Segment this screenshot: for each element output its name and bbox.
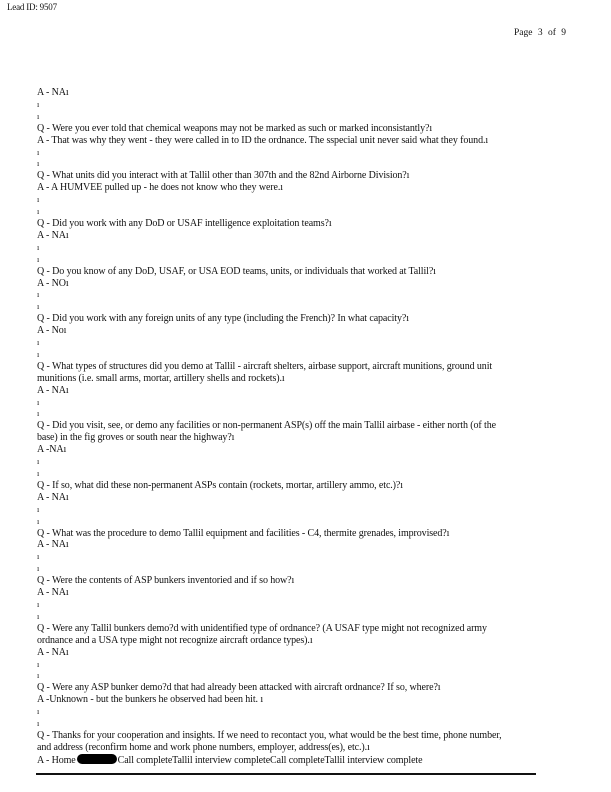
continuation-line: base) in the fig groves or south near the highway?ı — [37, 432, 235, 444]
paragraph-mark: ı — [37, 707, 40, 717]
bottom-rule — [36, 773, 536, 775]
question-line: Q - Were the contents of ASP bunkers inventoried and if so how?ı — [37, 575, 295, 587]
final-answer — [37, 754, 557, 767]
answer-line: A - NAı — [37, 587, 69, 599]
paragraph-mark: ı — [37, 338, 40, 348]
paragraph-mark: ı — [37, 195, 40, 205]
question-line: Q - Were you ever told that chemical weapons may not be marked as such or marked inconsistantly?ı — [37, 122, 433, 134]
paragraph-mark: ı — [37, 290, 40, 300]
lead-id: Lead ID: 9507 — [7, 2, 57, 12]
final-answer-suffix: Call completeTallil interview completeCall completeTallil interview complete — [117, 754, 423, 766]
question-line: Q - Were any ASP bunker demo?d that had already been attacked with aircraft ordnance? If so, where?ı — [37, 682, 441, 694]
paragraph-mark: ı — [37, 159, 40, 169]
paragraph-mark: ı — [37, 349, 40, 359]
paragraph-mark: ı — [37, 611, 40, 621]
continuation-line: ordnance and a USA type might not recognize aircraft ordance types).ı — [37, 634, 313, 646]
question-line: Q - Thanks for your cooperation and insights. If we need to recontact you, what would be the best time, phone number, — [37, 729, 502, 741]
answer-line: A - That was why they went - they were called in to ID the ordnance. The sspecial unit never said what they found.ı — [37, 134, 489, 146]
paragraph-mark: ı — [37, 719, 40, 729]
continuation-line: munitions (i.e. small arms, mortar, artillery shells and rockets).ı — [37, 372, 285, 384]
paragraph-mark: ı — [37, 504, 40, 514]
paragraph-mark: ı — [37, 659, 40, 669]
answer-line: A - NOı — [37, 277, 69, 289]
paragraph-mark: ı — [37, 242, 40, 252]
answer-line: A - NAı — [37, 384, 69, 396]
paragraph-mark: ı — [37, 516, 40, 526]
answer-line: A - NAı — [37, 229, 69, 241]
paragraph-mark: ı — [37, 147, 40, 157]
paragraph-mark: ı — [37, 457, 40, 467]
paragraph-mark: ı — [37, 564, 40, 574]
page-number: Page 3 of 9 — [514, 28, 567, 38]
paragraph-mark: ı — [37, 552, 40, 562]
question-line: Q - Did you work with any DoD or USAF intelligence exploitation teams?ı — [37, 217, 332, 229]
question-line: Q - Did you visit, see, or demo any facilities or non-permanent ASP(s) off the main Tallil airbase - either north (of the — [37, 420, 496, 432]
answer-line: A - NAı — [37, 87, 69, 98]
answer-line: A -Unknown - but the bunkers he observed had been hit. ı — [37, 694, 264, 706]
question-line: Q - What units did you interact with at Tallil other than 307th and the 82nd Airborne Division?ı — [37, 170, 410, 182]
question-line: Q - Did you work with any foreign units of any type (including the French)? In what capacity?ı — [37, 313, 409, 325]
answer-line: A - NAı — [37, 491, 69, 503]
paragraph-mark: ı — [37, 409, 40, 419]
interview-transcript — [37, 87, 557, 767]
question-line: Q - If so, what did these non-permanent ASPs contain (rockets, mortar, artillery ammo, etc.)?ı — [37, 479, 403, 491]
final-answer-prefix: A - Home — [37, 754, 76, 766]
question-line: Q - Were any Tallil bunkers demo?d with unidentified type of ordnance? (A USAF type might not recognized army — [37, 622, 487, 634]
question-line: Q - What was the procedure to demo Tallil equipment and facilities - C4, thermite grenades, improvised?ı — [37, 527, 450, 539]
transcript-lines — [37, 87, 557, 754]
answer-line: A - NAı — [37, 539, 69, 551]
paragraph-mark: ı — [37, 469, 40, 478]
paragraph-mark: ı — [37, 397, 40, 407]
answer-line: A - NAı — [37, 646, 69, 658]
question-line: Q - What types of structures did you demo at Tallil - aircraft shelters, airbase support, aircraft munitions, ground unit — [37, 360, 493, 372]
answer-line: A - A HUMVEE pulled up - he does not know who they were.ı — [37, 182, 283, 194]
paragraph-mark: ı — [37, 99, 40, 109]
redaction-mark — [77, 754, 117, 764]
paragraph-mark: ı — [37, 671, 40, 681]
paragraph-mark: ı — [37, 599, 40, 609]
answer-line: A -NAı — [37, 444, 67, 456]
answer-line: A - Noı — [37, 325, 67, 337]
paragraph-mark: ı — [37, 254, 40, 264]
continuation-line: and address (reconfirm home and work phone numbers, employer, address(es), etc.).ı — [37, 741, 370, 753]
paragraph-mark: ı — [37, 302, 40, 312]
question-line: Q - Do you know of any DoD, USAF, or USA EOD teams, units, or individuals that worked at Tallil?ı — [37, 265, 436, 277]
paragraph-mark: ı — [37, 111, 40, 121]
paragraph-mark: ı — [37, 207, 40, 217]
